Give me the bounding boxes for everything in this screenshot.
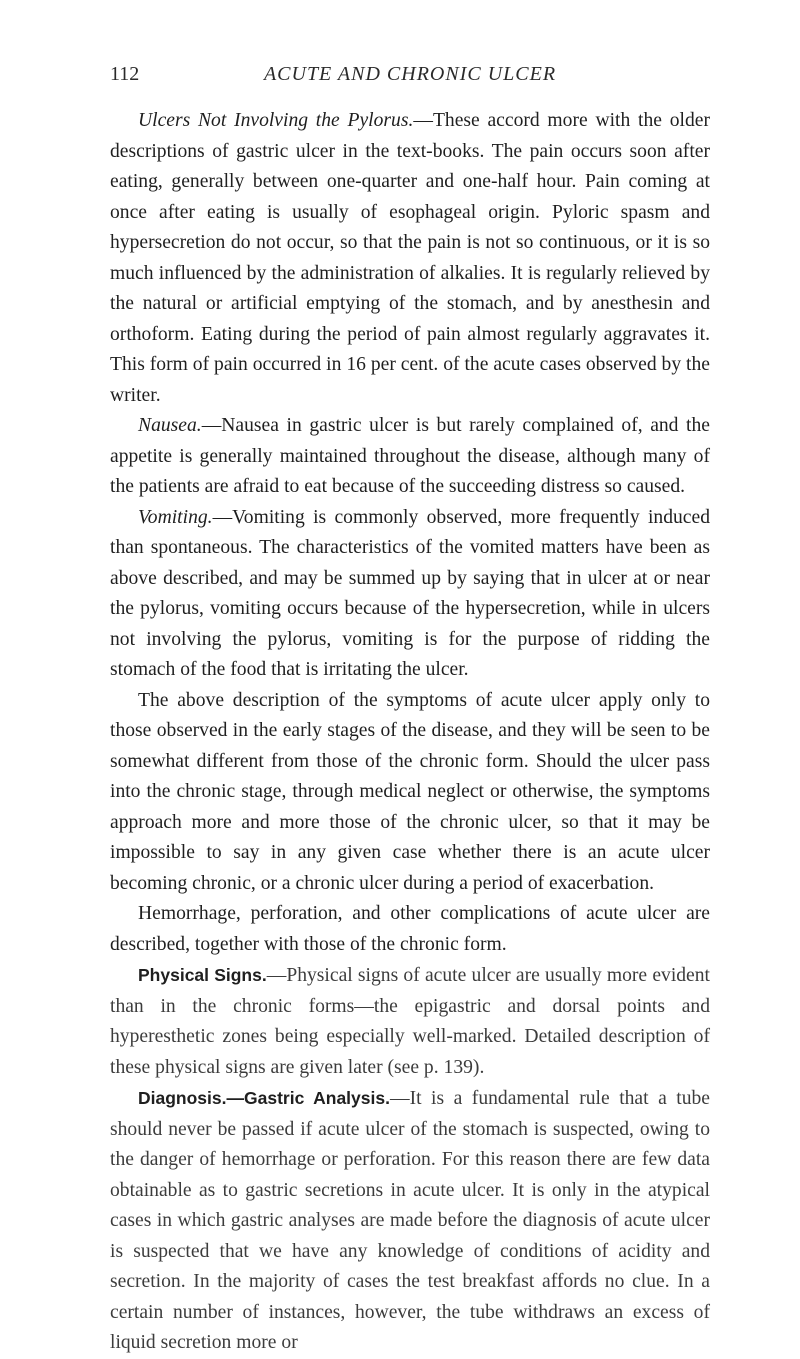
page-number: 112 <box>110 63 140 85</box>
paragraph-diagnosis <box>110 1083 710 1359</box>
paragraph-heading: Ulcers Not Involving the Pylorus. <box>138 110 414 131</box>
paragraph-heading: Diagnosis.—Gastric Analysis. <box>138 1088 390 1108</box>
paragraph-body: Hemorrhage, perforation, and other complications of acute ulcer are described, together with those of the chronic form. <box>110 903 710 955</box>
paragraph-heading: Vomiting. <box>138 506 213 528</box>
paragraph-heading: Physical Signs. <box>138 965 267 985</box>
paragraph-body: —It is a fundamental rule that a tube should never be passed if acute ulcer of the stomach is suspected, owing to the danger of hemorrhage or perforation. For this reason there are few data obtainable as to gastric secretions in acute ulcer. It is only in the atypical cases in which gastric analyses are made before the diagnosis of acute ulcer is suspected that we have any knowledge of conditions of acidity and secretion. In the majority of cases the test breakfast affords no clue. In a certain number of instances, however, the tube withdraws an excess of liquid secretion more or <box>110 1088 711 1353</box>
paragraph-nausea <box>110 411 710 503</box>
paragraph-body: The above description of the symptoms of acute ulcer apply only to those observed in the early stages of the disease, and they will be seen to be somewhat different from those of the chronic form. Should the ulcer pass into the chronic stage, through medical neglect or otherwise, the symptoms approach more and more those of the chronic ulcer, so that it may be impossible to say in any given case whether there is an acute ulcer becoming chronic, or a chronic ulcer during a period of exacerbation. <box>110 689 710 894</box>
paragraph-acute-vs-chronic <box>110 686 710 900</box>
page-header <box>110 60 710 88</box>
paragraph-body: —Physical signs of acute ulcer are usually more evident than in the chronic forms—the epigastric and dorsal points and hyperesthetic zones being especially well-marked. Detailed description of these physical signs are given later (see p. 139). <box>110 965 710 1078</box>
paragraph-body: —Vomiting is commonly observed, more frequently induced than spontaneous. The characteristics of the vomited matters have been as above described, and may be summed up by saying that in ulcer at or near the pylorus, vomiting occurs because of the hypersecretion, while in ulcers not involving the pylorus, vomiting is for the purpose of ridding the stomach of the food that is irritating the ulcer. <box>110 506 710 680</box>
body-text <box>110 106 710 1359</box>
paragraph-heading: Nausea. <box>138 415 202 436</box>
paragraph-body: —Nausea in gastric ulcer is but rarely complained of, and the appetite is generally maintained throughout the disease, although many of the patients are afraid to eat because of the succeeding distress so caused. <box>110 415 710 497</box>
paragraph-complications <box>110 899 710 960</box>
paragraph-vomiting <box>110 503 710 686</box>
running-title: ACUTE AND CHRONIC ULCER <box>263 63 557 85</box>
paragraph-physical-signs <box>110 960 710 1083</box>
paragraph-ulcers-not-involving-pylorus <box>110 106 710 411</box>
paragraph-body: —These accord more with the older descriptions of gastric ulcer in the text-books. The pain occurs soon after eating, generally between one-quarter and one-half hour. Pain coming at once after eating is usually of esophageal origin. Pyloric spasm and hypersecretion do not occur, so that the pain is not so continuous, or it is so much influenced by the administration of alkalies. It is regularly relieved by the natural or artificial emptying of the stomach, and by anesthesin and orthoform. Eating during the period of pain almost regularly aggravates it. This form of pain occurred in 16 per cent. of the acute cases observed by the writer. <box>110 110 710 406</box>
